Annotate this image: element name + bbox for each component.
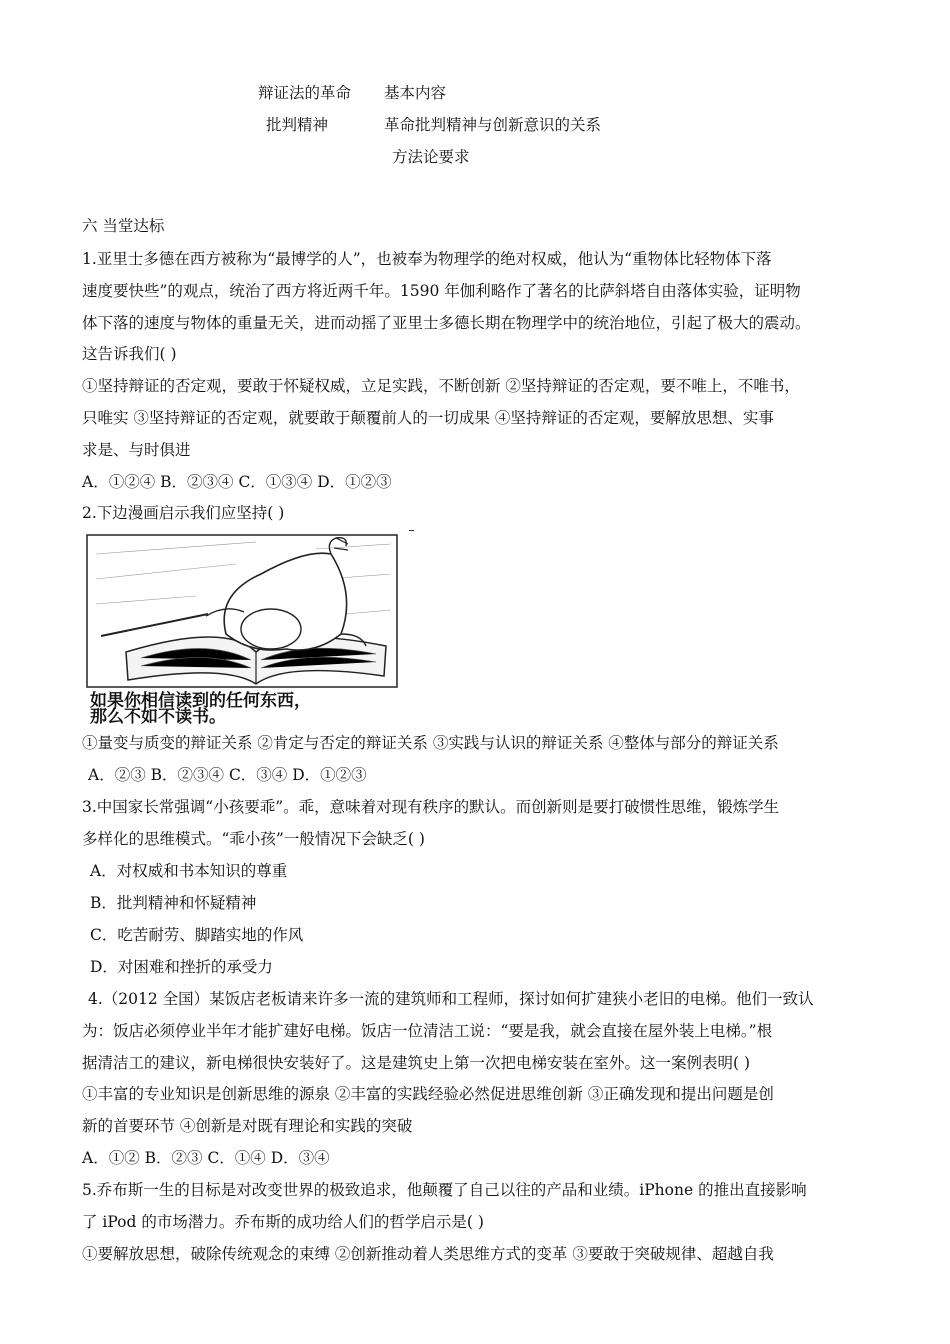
- q1-stem-line1: 1.亚里士多德在西方被称为“最博学的人”，也被奉为物理学的绝对权威，他认为“重物体比轻物体下落: [82, 250, 772, 268]
- outline-item-revolution: 辩证法的革命: [258, 84, 352, 102]
- q3-option-d: D．对困难和挫折的承受力: [90, 958, 273, 976]
- q1-stem-line2: 速度要快些”的观点，统治了西方将近两千年。1590 年伽利略作了著名的比萨斜塔自由落体实验，证明物: [82, 282, 801, 300]
- q3-stem-line2: 多样化的思维模式。“乖小孩”一般情况下会缺乏( ): [82, 830, 425, 848]
- q1-options-line1: ①坚持辩证的否定观，要敢于怀疑权威，立足实践，不断创新 ②坚持辩证的否定观，要不唯上，不唯书，: [82, 377, 800, 395]
- q2-options: ①量变与质变的辩证关系 ②肯定与否定的辩证关系 ③实践与认识的辩证关系 ④整体与部分的辩证关系: [82, 734, 779, 752]
- q4-answers: A．①② B．②③ C．①④ D．③④: [82, 1149, 330, 1167]
- stray-mark: [409, 530, 414, 531]
- q4-stem-line3: 据清洁工的建议，新电梯很快安装好了。这是建筑史上第一次把电梯安装在室外。这一案例表明( ): [82, 1054, 751, 1072]
- q1-options-line2: 只唯实 ③坚持辩证的否定观，就要敢于颠覆前人的一切成果 ④坚持辩证的否定观，要解放思想、实事: [82, 409, 774, 427]
- cartoon-caption-line2: 那么不如不读书。: [90, 707, 226, 724]
- q4-stem-line1: 4.（2012 全国）某饭店老板请来许多一流的建筑师和工程师，探讨如何扩建狭小老旧的电梯。他们一致认: [88, 990, 814, 1008]
- q4-options-line2: 新的首要环节 ④创新是对既有理论和实践的突破: [82, 1117, 413, 1135]
- outline-item-basic-content: 基本内容: [384, 84, 447, 102]
- q2-answers: A．②③ B．②③④ C．③④ D．①②③: [88, 766, 367, 784]
- cartoon-caption-line1: 如果你相信读到的任何东西，: [90, 691, 311, 711]
- q5-stem-line1: 5.乔布斯一生的目标是对改变世界的极致追求，他颠覆了自己以往的产品和业绩。iPhone 的推出直接影响: [82, 1181, 807, 1199]
- q3-option-c: C．吃苦耐劳、脚踏实地的作风: [90, 926, 304, 944]
- q2-stem: 2.下边漫画启示我们应坚持( ): [82, 504, 285, 522]
- outline-item-relation: 革命批判精神与创新意识的关系: [384, 116, 602, 134]
- q4-stem-line2: 为：饭店必须停业半年才能扩建好电梯。饭店一位清洁工说：“要是我，就会直接在屋外装上电梯。”根: [82, 1022, 773, 1040]
- q5-stem-line2: 了 iPod 的市场潜力。乔布斯的成功给人们的哲学启示是( ): [82, 1213, 484, 1231]
- outline-item-method: 方法论要求: [392, 148, 470, 166]
- q3-stem-line1: 3.中国家长常强调“小孩要乖”。乖，意味着对现有秩序的默认。而创新则是要打破惯性思维，锻炼学生: [82, 798, 780, 816]
- q1-stem-line4: 这告诉我们( ): [82, 345, 177, 363]
- section-title: 六 当堂达标: [82, 217, 165, 235]
- q1-stem-line3: 体下落的速度与物体的重量无关，进而动摇了亚里士多德长期在物理学中的统治地位，引起了极大的震动。: [82, 314, 811, 332]
- cartoon-illustration: [86, 534, 398, 724]
- q4-options-line1: ①丰富的专业知识是创新思维的源泉 ②丰富的实践经验必然促进思维创新 ③正确发现和提出问题是创: [82, 1085, 774, 1103]
- outline-item-critical-spirit: 批判精神: [266, 116, 329, 134]
- q5-options-line1: ①要解放思想，破除传统观念的束缚 ②创新推动着人类思维方式的变革 ③要敢于突破规律、超越自我: [82, 1245, 774, 1263]
- q3-option-a: A．对权威和书本知识的尊重: [90, 862, 288, 880]
- q1-answers: A．①②④ B．②③④ C．①③④ D．①②③: [82, 473, 392, 491]
- q1-options-line3: 求是、与时俱进: [82, 441, 191, 459]
- q3-option-b: B．批判精神和怀疑精神: [90, 894, 257, 912]
- cartoon-image: [86, 534, 398, 724]
